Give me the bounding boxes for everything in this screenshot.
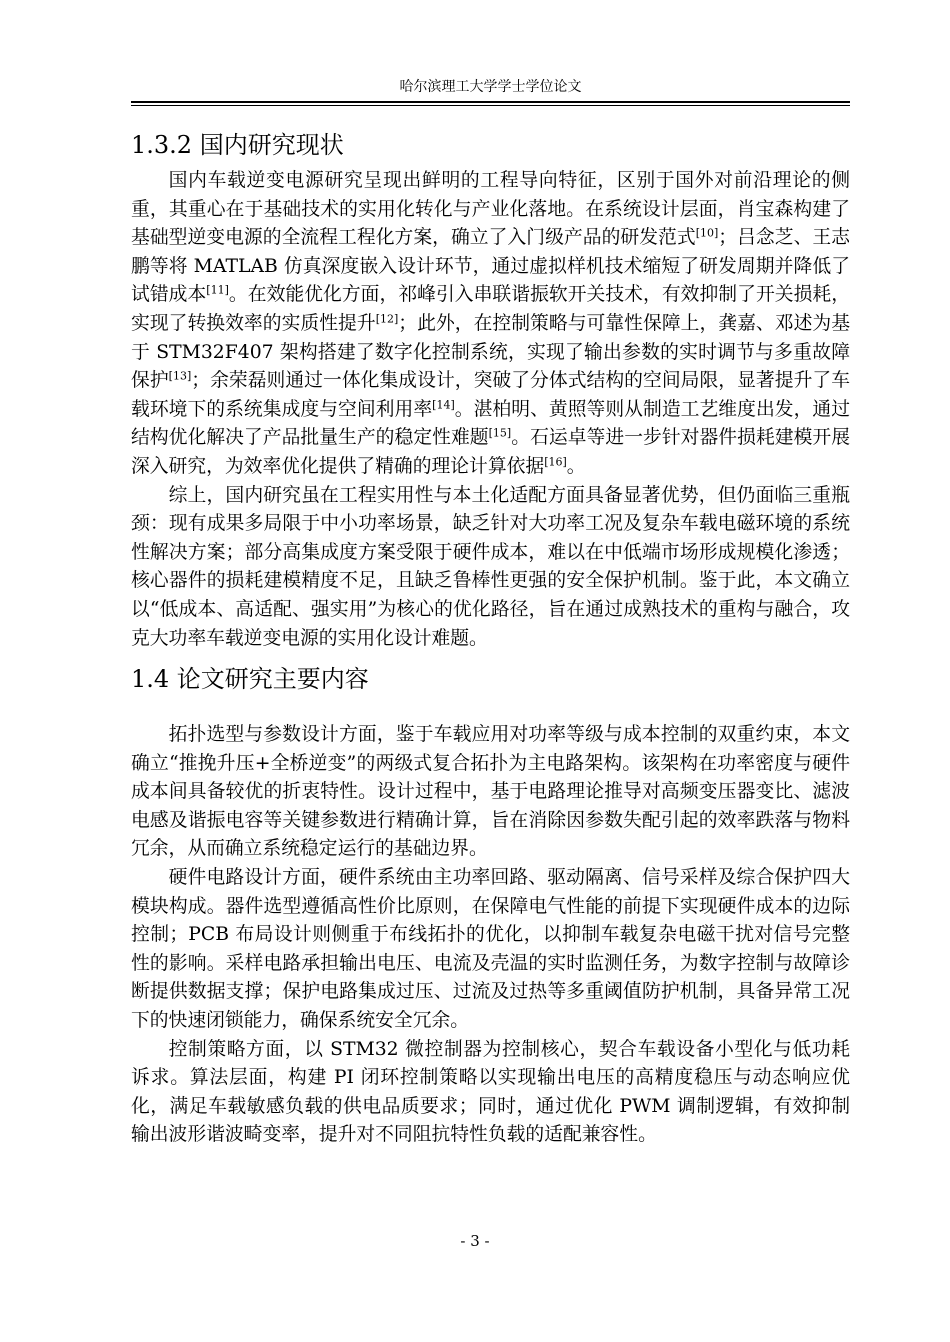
header-rule-thin: [131, 105, 850, 106]
citation-ref: [15]: [488, 426, 512, 440]
paragraph-topology: 拓扑选型与参数设计方面，鉴于车载应用对功率等级与成本控制的双重约束，本文确立“推挽升压+全桥逆变”的两级式复合拓扑为主电路架构。该架构在功率密度与硬件成本间具备较优的折衷特性。设计过程中，基于电路理论推导对高频变压器变比、滤波电感及谐振电容等关键参数进行精确计算，旨在消除因参数失配引起的效率跌落与物料冗余，从而确立系统稳定运行的基础边界。: [131, 724, 850, 860]
text-segment: ；余荣磊则通过一体化集成设计，突破了分体式结构的空间局限，显著提升了车载环境下的系统集成度与空间利用率: [131, 370, 851, 420]
text-segment: ；此外，在控制策略与可靠性保障上，龚嘉、邓述为基于 STM32F407 架构搭建了数字化控制系统，实现了输出参数的实时调节与多重故障保护: [131, 312, 851, 392]
paragraph-control: 控制策略方面，以 STM32 微控制器为控制核心，契合车载设备小型化与低功耗诉求。算法层面，构建 PI 闭环控制策略以实现输出电压的高精度稳压与动态响应优化，满足车载敏感负载的供电品质要求；同时，通过优化 PWM 调制逻辑，有效抑制输出波形谐波畸变率，提升对不同阻抗特性负载的适配兼容性。: [131, 1038, 850, 1146]
header-rule-thick: [131, 101, 850, 103]
page-body: [131, 123, 850, 1150]
text-segment: 。: [566, 455, 586, 477]
page-number: - 3 -: [460, 1232, 490, 1250]
citation-ref: [16]: [544, 455, 567, 469]
citation-ref: [11]: [206, 283, 229, 297]
text-segment: 。石运卓等进一步针对器件损耗建模开展深入研究，为效率优化提供了精确的理论计算依据: [131, 427, 851, 477]
paragraph-summary: 综上，国内研究虽在工程实用性与本土化适配方面具备显著优势，但仍面临三重瓶颈：现有成果多局限于中小功率场景，缺乏针对大功率工况及复杂车载电磁环境的系统性解决方案；部分高集成度方案受限于硬件成本，难以在中低端市场形成规模化渗透；核心器件的损耗建模精度不足，且缺乏鲁棒性更强的安全保护机制。鉴于此，本文确立以“低成本、高适配、强实用”为核心的优化路径，旨在通过成熟技术的重构与融合，攻克大功率车载逆变电源的实用化设计难题。: [131, 484, 850, 649]
text-segment: 。在效能优化方面，祁峰引入串联谐振软开关技术，有效抑制了开关损耗，实现了转换效率的实质性提升: [131, 284, 851, 334]
citation-ref: [10]: [695, 226, 719, 240]
paragraph-domestic-research: [131, 167, 850, 482]
heading-spacer: [131, 701, 850, 721]
citation-ref: [12]: [375, 312, 399, 326]
text-segment: ；吕念芝、王志鹏等将 MATLAB 仿真深度嵌入设计环节，通过虚拟样机技术缩短了研发周期并降低了试错成本: [131, 227, 850, 306]
text-segment: 。湛柏明、黄照等则从制造工艺维度出发，通过结构优化解决了产品批量生产的稳定性难题: [131, 398, 851, 449]
citation-ref: [13]: [168, 369, 192, 383]
section-heading-1-4: 1.4 论文研究主要内容: [131, 665, 369, 694]
text-segment: 国内车载逆变电源研究呈现出鲜明的工程导向特征，区别于国外对前沿理论的侧重，其重心在于基础技术的实用化转化与产业化落地。在系统设计层面，肖宝森构建了基础型逆变电源的全流程工程化方案，确立了入门级产品的研发范式: [131, 170, 850, 249]
citation-ref: [14]: [432, 398, 455, 412]
running-header: 哈尔滨理工大学学士学位论文: [399, 79, 582, 95]
paragraph-hardware: 硬件电路设计方面，硬件系统由主功率回路、驱动隔离、信号采样及综合保护四大模块构成。器件选型遵循高性价比原则，在保障电气性能的前提下实现硬件成本的边际控制；PCB 布局设计则侧重于布线拓扑的优化，以抑制车载复杂电磁干扰对信号完整性的影响。采样电路承担输出电压、电流及壳温的实时监测任务，为数字控制与故障诊断提供数据支撑；保护电路集成过压、过流及过热等多重阈值防护机制，具备异常工况下的快速闭锁能力，确保系统安全冗余。: [131, 867, 850, 1032]
section-heading-1-3-2: 1.3.2 国内研究现状: [131, 131, 344, 159]
